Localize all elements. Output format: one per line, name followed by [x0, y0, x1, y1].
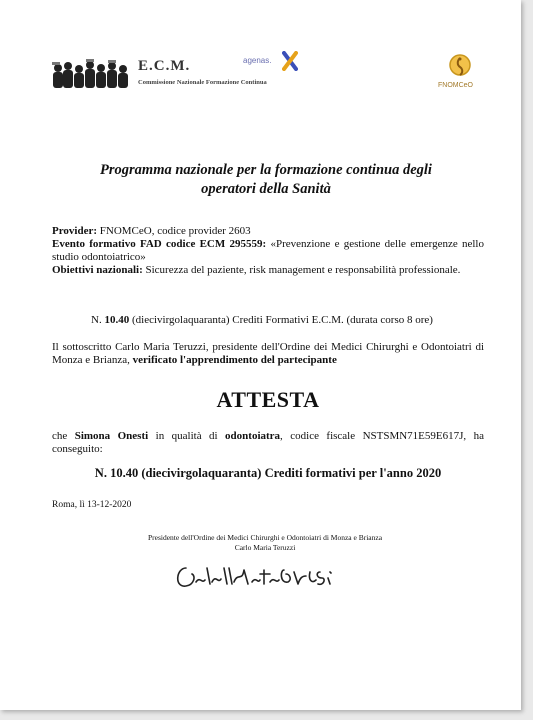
recipient-role: odontoiatra — [225, 430, 281, 442]
recipient-t3: , codice fiscale NSTSMN71E59E617J, ha conseguito: — [52, 430, 484, 455]
ecm-people-logo-icon — [52, 58, 132, 88]
provider-label: Provider: — [52, 225, 98, 237]
obiettivi-label: Obiettivi nazionali: — [52, 264, 143, 276]
date-line: Roma, lì 13-12-2020 — [52, 500, 132, 510]
agenas-logo-text: agenas. — [243, 56, 272, 65]
president-line2: Carlo Maria Teruzzi — [234, 543, 296, 552]
evento-label: Evento formativo FAD codice ECM 295559: — [52, 238, 267, 250]
credits-suffix: (diecivirgolaquaranta) Crediti Formativi E.C.M. (durata corso 8 ore) — [129, 314, 433, 326]
credits-line — [52, 314, 472, 326]
program-title-line2: operatori della Sanità — [201, 181, 331, 197]
recipient-paragraph — [52, 430, 484, 456]
final-credits: N. 10.40 (diecivirgolaquaranta) Crediti formativi per l'anno 2020 — [94, 466, 442, 480]
credits-prefix: N. — [91, 314, 105, 326]
president-block — [52, 533, 478, 553]
evento-line — [52, 238, 484, 264]
sottoscritto-bold: verificato l'apprendimento del partecipante — [132, 354, 337, 366]
fnomceo-logo-text: FNOMCeO — [438, 82, 473, 89]
fnomceo-logo-icon — [448, 53, 472, 81]
recipient-t1: che — [52, 430, 75, 442]
provider-info — [52, 225, 484, 277]
president-line1: Presidente dell'Ordine dei Medici Chirurghi e Odontoiatri di Monza e Brianza — [147, 533, 383, 542]
ecm-subtitle: Commissione Nazionale Formazione Continua — [138, 79, 267, 86]
obiettivi-line — [52, 264, 484, 277]
provider-value: FNOMCeO, codice provider 2603 — [97, 225, 251, 237]
attesta-heading: ATTESTA — [216, 387, 320, 412]
recipient-name: Simona Onesti — [74, 430, 149, 442]
program-title-line1: Programma nazionale per la formazione continua degli — [100, 162, 432, 178]
credits-number: 10.40 — [104, 314, 130, 326]
sottoscritto-paragraph — [52, 341, 484, 367]
agenas-x-logo-icon — [282, 51, 298, 71]
obiettivi-value: Sicurezza del paziente, risk management e responsabilità professionale. — [142, 264, 461, 276]
recipient-t2: in qualità di — [148, 430, 226, 442]
signature-icon — [172, 558, 348, 594]
provider-line — [52, 225, 484, 238]
program-title — [60, 161, 472, 199]
sottoscritto-text: Il sottoscritto Carlo Maria Teruzzi, presidente dell'Ordine dei Medici Chirurghi e Odontoiatri di Monza e Brianza, — [52, 341, 484, 366]
ecm-title: E.C.M. — [138, 58, 191, 74]
evento-value: «Prevenzione e gestione delle emergenze nello studio odontoiatrico» — [52, 238, 484, 263]
